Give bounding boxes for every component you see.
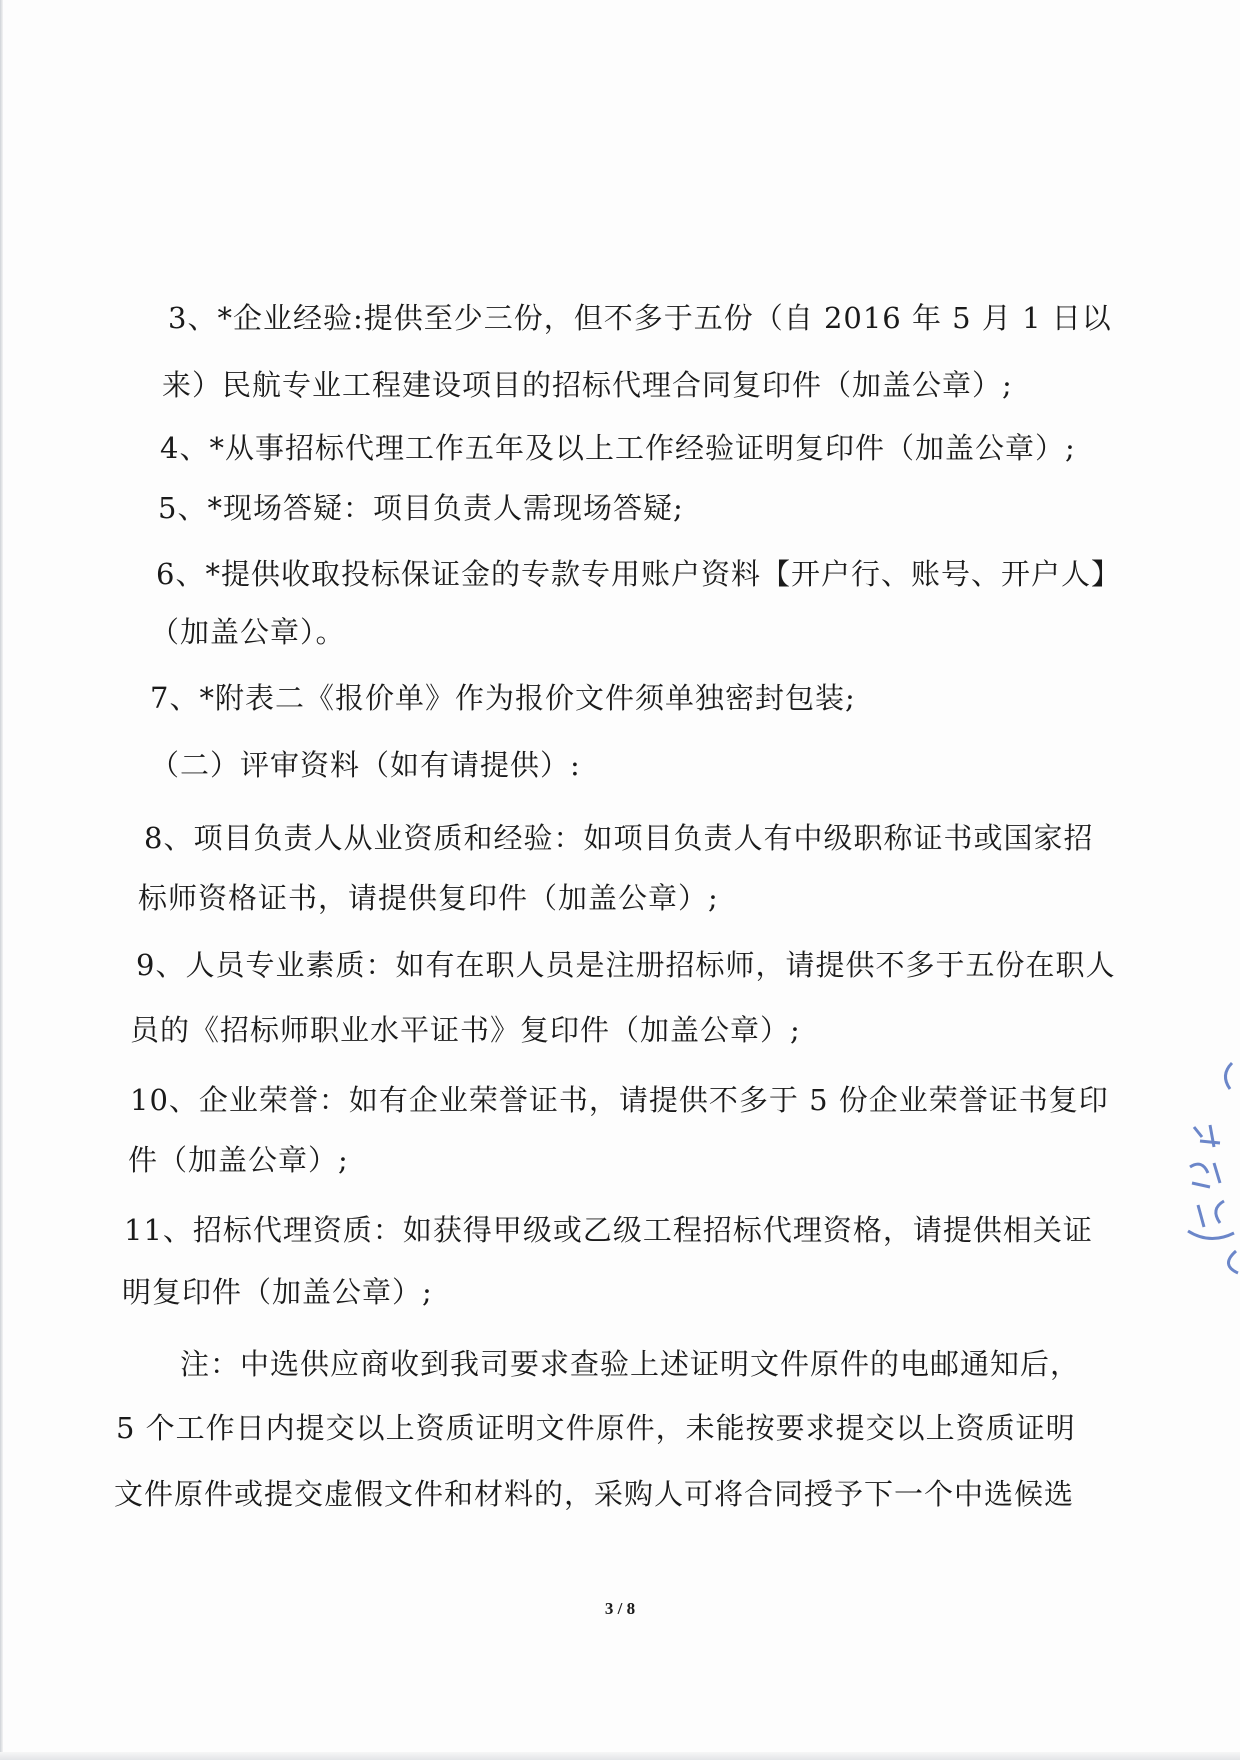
- section-heading: （二）评审资料（如有请提供）:: [150, 748, 581, 782]
- text-line: 来）民航专业工程建设项目的招标代理合同复印件（加盖公章）;: [162, 368, 1013, 402]
- text-line: 8、项目负责人从业资质和经验：如项目负责人有中级职称证书或国家招: [144, 821, 1094, 855]
- text-line: 3、*企业经验:提供至少三份，但不多于五份（自 2016 年 5 月 1 日以: [168, 301, 1112, 335]
- note-line: 注：中选供应商收到我司要求查验上述证明文件原件的电邮通知后，: [180, 1347, 1081, 1381]
- text-line: （加盖公章）。: [150, 615, 346, 649]
- text-line: 10、企业荣誉：如有企业荣誉证书，请提供不多于 5 份企业荣誉证书复印: [130, 1083, 1109, 1117]
- text-line: 明复印件（加盖公章）;: [122, 1275, 433, 1309]
- text-line: 件（加盖公章）;: [128, 1143, 349, 1177]
- seal-stamp-icon: [1180, 1055, 1240, 1275]
- text-line: 员的《招标师职业水平证书》复印件（加盖公章）;: [130, 1013, 801, 1047]
- seal-stamp-partial: [1180, 1055, 1240, 1275]
- note-line: 文件原件或提交虚假文件和材料的，采购人可将合同授予下一个中选候选: [114, 1477, 1075, 1511]
- text-line: 5、*现场答疑：项目负责人需现场答疑;: [158, 491, 684, 525]
- text-line: 7、*附表二《报价单》作为报价文件须单独密封包装;: [150, 681, 856, 715]
- text-line: 11、招标代理资质：如获得甲级或乙级工程招标代理资格，请提供相关证: [124, 1213, 1093, 1247]
- text-line: 4、*从事招标代理工作五年及以上工作经验证明复印件（加盖公章）;: [160, 431, 1076, 465]
- text-line: 标师资格证书，请提供复印件（加盖公章）;: [138, 881, 719, 915]
- text-line: 9、人员专业素质：如有在职人员是注册招标师，请提供不多于五份在职人: [136, 948, 1116, 982]
- note-line: 5 个工作日内提交以上资质证明文件原件，未能按要求提交以上资质证明: [116, 1411, 1076, 1445]
- page-number: 3 / 8: [604, 1599, 636, 1618]
- text-line: 6、*提供收取投标保证金的专款专用账户资料【开户行、账号、开户人】: [156, 557, 1121, 591]
